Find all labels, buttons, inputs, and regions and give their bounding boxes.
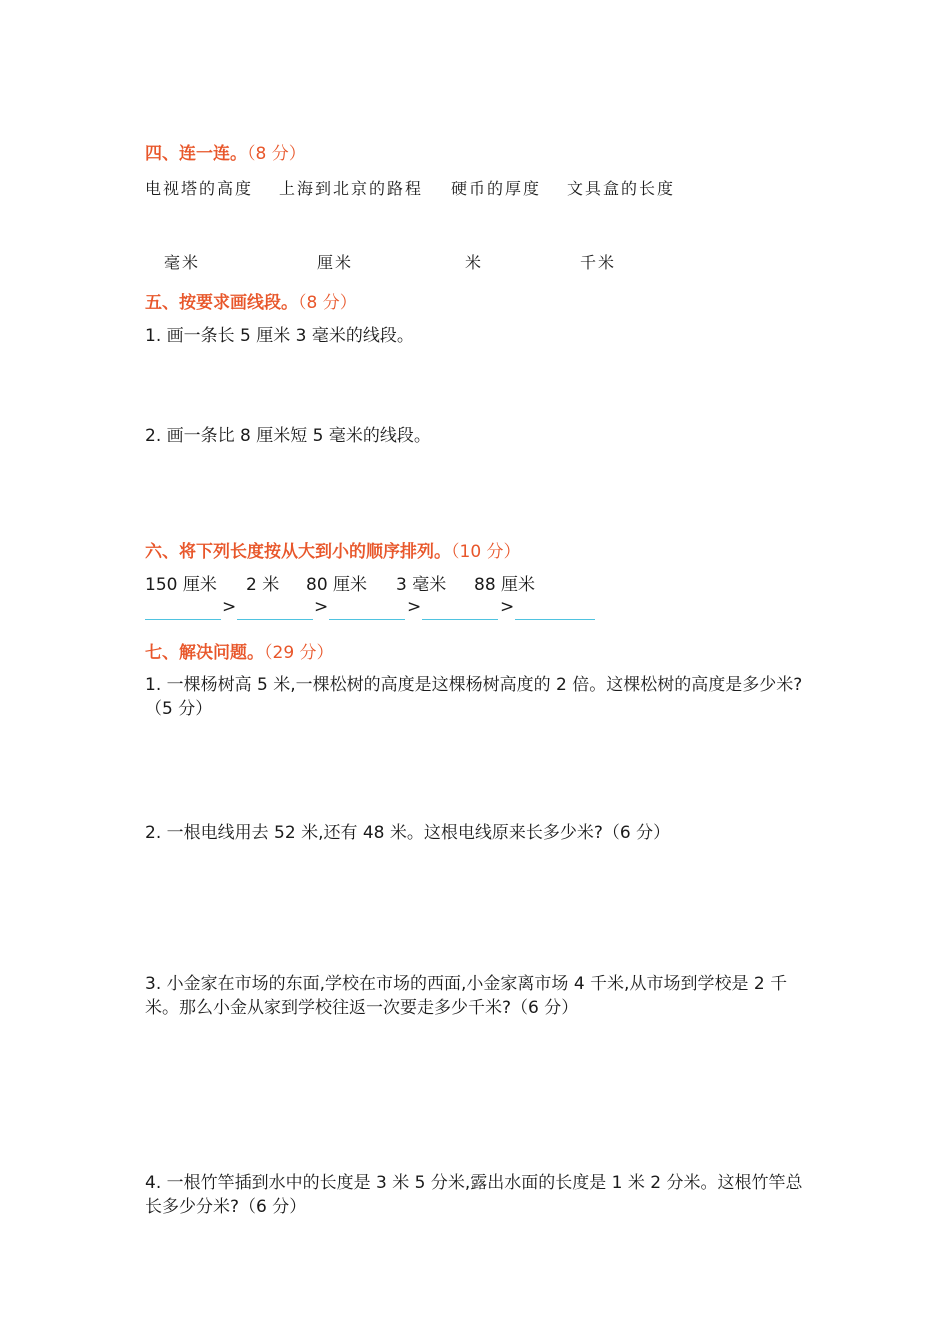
answer-blank-4[interactable] (422, 619, 498, 620)
greater-than-sign: > (500, 597, 515, 617)
match-item-shanghai-beijing: 上海到北京的路程 (279, 179, 424, 198)
section-7-heading (145, 638, 334, 663)
question-7-3: 3. 小金家在市场的东面,学校在市场的西面,小金家离市场 4 千米,从市场到学校是 2 千米。那么小金从家到学校往返一次要走多少千米?（6 分） (145, 974, 788, 1018)
greater-than-sign: > (314, 597, 329, 617)
question-5-1: 1. 画一条长 5 厘米 3 毫米的线段。 (145, 326, 414, 346)
match-item-coin: 硬币的厚度 (451, 179, 542, 198)
section-5-heading (145, 288, 357, 313)
length-value: 88 厘米 (474, 575, 536, 595)
length-value: 80 厘米 (306, 575, 368, 595)
length-value: 3 毫米 (396, 575, 447, 595)
match-unit-mm: 毫米 (164, 253, 201, 272)
section-6-score: （10 分） (451, 542, 521, 562)
answer-blank-3[interactable] (329, 619, 405, 620)
match-unit-km: 千米 (580, 253, 617, 272)
question-5-2: 2. 画一条比 8 厘米短 5 毫米的线段。 (145, 426, 431, 446)
answer-blank-1[interactable] (145, 619, 221, 620)
section-4-score: （8 分） (247, 144, 306, 164)
section-7-title: 七、解决问题。 (145, 643, 264, 663)
answer-blank-2[interactable] (237, 619, 313, 620)
section-6-title: 六、将下列长度按从大到小的顺序排列。 (145, 542, 451, 562)
length-value: 150 厘米 (145, 575, 217, 595)
match-unit-cm: 厘米 (317, 253, 354, 272)
match-item-tv-tower: 电视塔的高度 (145, 179, 254, 198)
section-6-heading (145, 537, 521, 562)
answer-blank-5[interactable] (515, 619, 595, 620)
question-7-2: 2. 一根电线用去 52 米,还有 48 米。这根电线原来长多少米?（6 分） (145, 823, 671, 843)
section-7-score: （29 分） (264, 643, 334, 663)
section-5-title: 五、按要求画线段。 (145, 293, 298, 313)
length-value: 2 米 (246, 575, 280, 595)
question-7-1: 1. 一棵杨树高 5 米,一棵松树的高度是这棵杨树高度的 2 倍。这棵松树的高度是多少米?（5 分） (145, 675, 803, 719)
match-item-pencil-box: 文具盒的长度 (567, 179, 676, 198)
section-5-score: （8 分） (298, 293, 357, 313)
match-unit-m: 米 (465, 253, 484, 272)
section-4-title: 四、连一连。 (145, 144, 247, 164)
greater-than-sign: > (222, 597, 237, 617)
section-4-heading (145, 139, 306, 164)
greater-than-sign: > (407, 597, 422, 617)
question-7-4: 4. 一根竹竿插到水中的长度是 3 米 5 分米,露出水面的长度是 1 米 2 分米。这根竹竿总长多少分米?（6 分） (145, 1173, 803, 1217)
